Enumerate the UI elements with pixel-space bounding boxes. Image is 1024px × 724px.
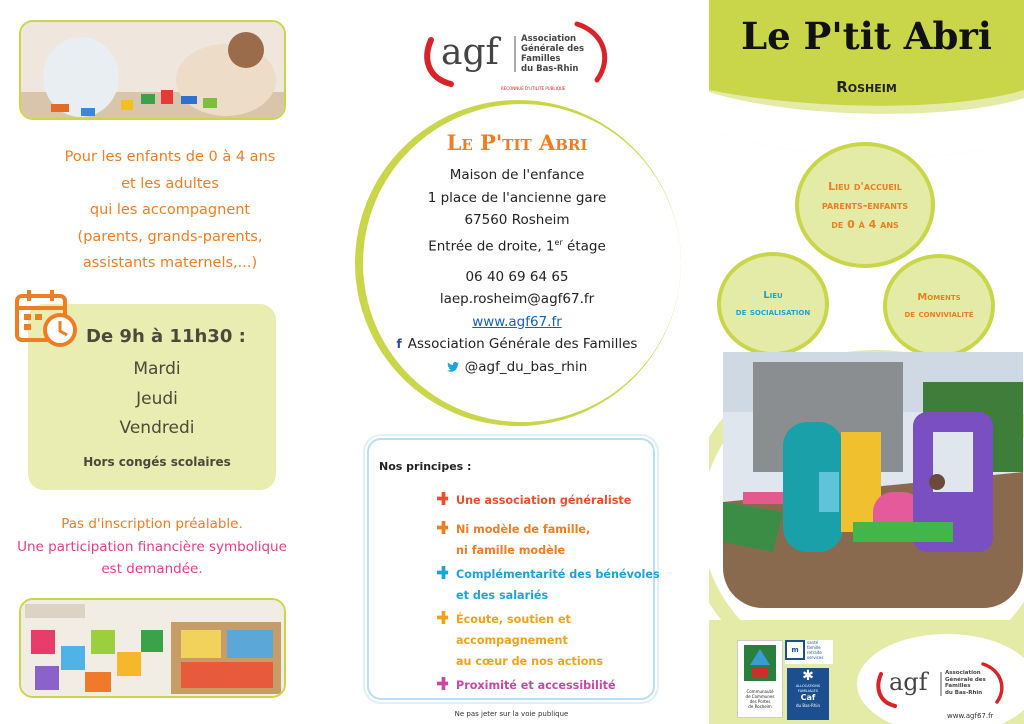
facebook-row[interactable] [381, 333, 653, 356]
agf-logo-line: Générale des [521, 44, 585, 54]
puzzle-icon [437, 492, 450, 505]
hours-title: De 9h à 11h30 : [86, 326, 246, 347]
bubble-convivialite [883, 254, 995, 358]
contact-card [381, 130, 653, 379]
photo-playground [723, 352, 1023, 608]
bubble-right-line: de convivialité [904, 309, 974, 320]
address-line: 67560 Rosheim [464, 212, 570, 228]
bubble-right-line: Moments [917, 292, 961, 303]
comcom-line: de Communes [745, 694, 775, 699]
audience-line: et les adultes [121, 175, 219, 192]
partner-msa-logo [785, 640, 833, 664]
address-line: Maison de l'enfance [449, 167, 585, 183]
facebook-label: Association Générale des Familles [407, 336, 638, 352]
bubble-left-line: de socialisation [735, 307, 811, 318]
bubble-main-line: Lieu d'accueil [828, 179, 902, 193]
twitter-icon [447, 357, 459, 380]
entry-info [381, 232, 653, 258]
msa-text [807, 640, 823, 664]
principle-line: au cœur de nos actions [456, 655, 604, 668]
brochure-title: Le P'tit Abri [741, 14, 992, 58]
agf-logo-line: Association [945, 670, 981, 676]
caf-text [787, 684, 829, 693]
principle-line: ni famille modèle [456, 544, 566, 557]
agf-logo-bottom-text [945, 670, 986, 696]
day-item: Mardi [133, 359, 181, 379]
notice-text [0, 513, 304, 581]
comcom-line: des Portes [749, 699, 771, 704]
entry-prefix: Entrée de droite, 1 [428, 238, 555, 254]
puzzle-icon [437, 677, 450, 690]
website-link[interactable]: www.agf67.fr [472, 313, 562, 330]
audience-line: qui les accompagnent [89, 202, 251, 218]
days-list [28, 355, 286, 444]
principle-item [437, 675, 661, 696]
principle-line: Complémentarité des bénévoles [456, 568, 660, 581]
agf-logo-tagline: RECONNUE D'UTILITÉ PUBLIQUE [501, 86, 566, 91]
twitter-row[interactable] [381, 356, 653, 380]
photo-children-playing [19, 20, 286, 120]
footer-note: Ne pas jeter sur la voie publique [454, 710, 569, 718]
email-link[interactable]: laep.rosheim@agf67.fr [439, 291, 595, 307]
address-line: 1 place de l'ancienne gare [427, 189, 607, 206]
audience-line: (parents, grands-parents, [77, 228, 263, 245]
left-panel [0, 0, 341, 724]
caf-region: du Bas-Rhin [795, 703, 821, 708]
agf-logo-text [521, 34, 584, 74]
agf-logo-bottom-word: agf [889, 668, 928, 696]
photo-toy-blocks [19, 598, 286, 698]
notice-line: Une participation financière symbolique [17, 538, 287, 555]
puzzle-icon [437, 566, 450, 579]
partner-comcom-logo [737, 640, 783, 718]
audience-text [20, 144, 320, 277]
caf-line: FAMILIALES [798, 688, 818, 693]
card-title: Le P'tit Abri [446, 130, 588, 155]
entry-sup: er [554, 237, 563, 247]
principle-line: Écoute, soutien et accompagnement [456, 613, 571, 647]
msa-line: santé [807, 640, 819, 645]
principles-list [437, 490, 661, 696]
caf-name: Caf [800, 693, 816, 702]
principle-item [437, 609, 661, 672]
agf-logo-line: Générale des [945, 676, 986, 683]
agf-logo-word: agf [441, 32, 499, 73]
agf-logo-bottom [871, 662, 1011, 712]
audience-line: assistants maternels,...) [82, 255, 258, 271]
msa-line: famille [807, 645, 821, 650]
msa-line: services [807, 655, 824, 660]
entry-suffix: étage [562, 238, 606, 254]
middle-panel [341, 0, 682, 724]
hours-note: Hors congés scolaires [83, 455, 231, 469]
principle-line: Proximité et accessibilité [456, 679, 616, 692]
notice-line: Pas d'inscription préalable. [61, 516, 243, 532]
brochure-subtitle: Rosheim [836, 78, 897, 96]
audience-line: Pour les enfants de 0 à 4 ans [64, 149, 276, 165]
comcom-line: Communauté [746, 689, 774, 694]
bubble-left-line: Lieu [763, 290, 783, 301]
right-website[interactable]: www.agf67.fr [947, 712, 994, 720]
bubble-main-line: parents-enfants [821, 198, 909, 212]
day-item: Jeudi [136, 388, 178, 409]
twitter-handle: @agf_du_bas_rhin [464, 358, 588, 375]
puzzle-icon [437, 521, 450, 534]
agf-logo-line: Familles [521, 54, 561, 64]
day-item: Vendredi [119, 418, 195, 438]
notice-line: est demandée. [101, 561, 203, 577]
principle-line: et des salariés [456, 589, 549, 602]
bubble-main-line: de 0 à 4 ans [831, 217, 899, 231]
principle-item [437, 564, 661, 606]
principle-item [437, 490, 661, 511]
comcom-text [738, 689, 782, 709]
principle-line: Ni modèle de famille, [456, 523, 591, 536]
partner-caf-logo [787, 668, 829, 720]
msa-icon: m [785, 640, 805, 660]
agf-logo-line: Association [521, 34, 577, 44]
comcom-line: de Rosheim [748, 704, 772, 709]
puzzle-icon [437, 611, 450, 624]
right-panel [709, 0, 1024, 724]
facebook-icon: f [396, 337, 402, 351]
phone-number: 06 40 69 64 65 [465, 268, 569, 285]
principle-item [437, 519, 661, 561]
agf-logo-line: du Bas-Rhin [945, 689, 983, 696]
bubble-main [795, 142, 935, 268]
bubble-socialisation [717, 252, 829, 356]
principle-line: Une association généraliste [456, 494, 632, 507]
agf-logo-line: du Bas-Rhin [521, 64, 579, 74]
caf-snowflake-icon: ✱ [802, 668, 814, 684]
caf-line: ALLOCATIONS [795, 684, 821, 688]
msa-line: retraite [807, 650, 822, 655]
agf-logo-line: Familles [945, 683, 971, 689]
principles-title: Nos principes : [379, 460, 472, 473]
agf-logo [417, 18, 617, 94]
calendar-clock-icon [14, 288, 78, 348]
